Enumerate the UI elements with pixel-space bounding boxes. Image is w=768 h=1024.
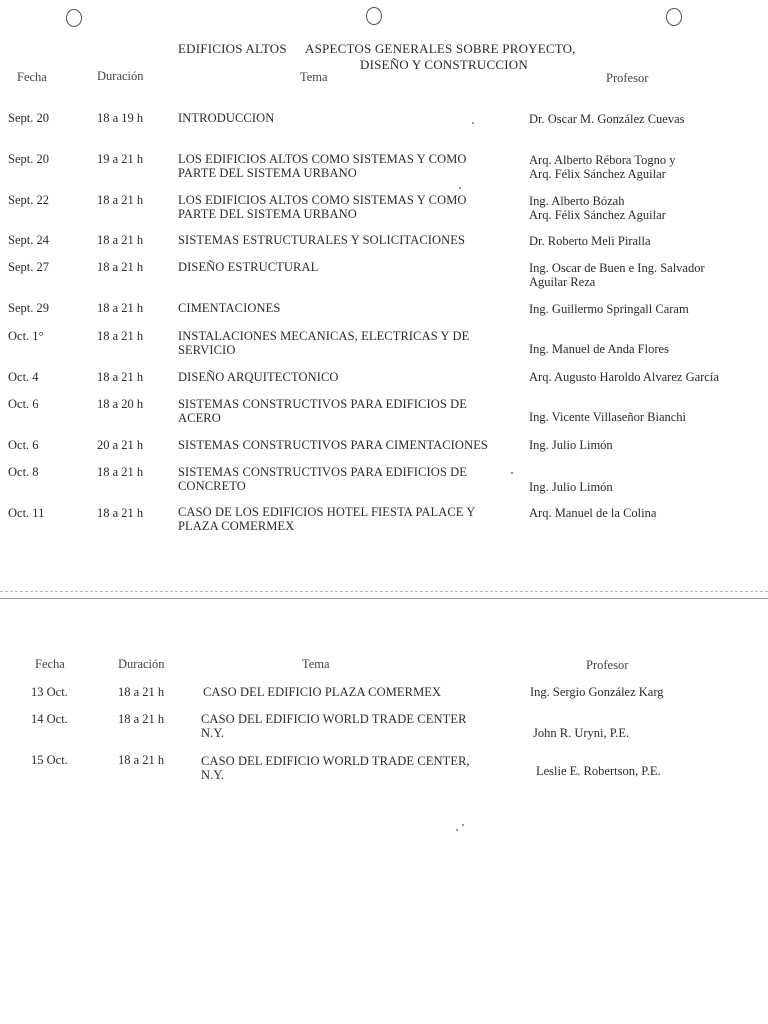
profesor-cell: Ing. Alberto Bózah Arq. Félix Sánchez Aguilar bbox=[529, 194, 666, 222]
tema-cell: SISTEMAS ESTRUCTURALES Y SOLICITACIONES bbox=[178, 233, 466, 247]
profesor-cell: Ing. Julio Limón bbox=[529, 438, 613, 452]
tema-cell: LOS EDIFICIOS ALTOS COMO SISTEMAS Y COMO PARTE DEL SISTEMA URBANO bbox=[178, 152, 467, 180]
tema-cell: CIMENTACIONES bbox=[178, 301, 281, 315]
table1-header-profesor: Profesor bbox=[606, 71, 649, 85]
duracion-cell: 18 a 21 h bbox=[118, 685, 165, 699]
duracion-cell: 18 a 21 h bbox=[97, 506, 144, 520]
title-right: ASPECTOS GENERALES SOBRE PROYECTO, bbox=[305, 41, 576, 56]
duracion-cell: 18 a 21 h bbox=[118, 712, 165, 726]
duracion-cell: 18 a 21 h bbox=[97, 370, 144, 384]
fecha-cell: Oct. 1° bbox=[8, 329, 44, 343]
page-separator bbox=[0, 598, 768, 599]
page-separator-dashed bbox=[0, 591, 768, 592]
tema-cell: CASO DEL EDIFICIO WORLD TRADE CENTER N.Y. bbox=[201, 712, 467, 740]
table2-header-tema: Tema bbox=[302, 657, 330, 671]
scan-speck bbox=[456, 829, 458, 831]
profesor-cell: Ing. Julio Limón bbox=[529, 480, 613, 494]
scan-speck bbox=[459, 187, 461, 189]
scan-speck bbox=[462, 824, 464, 826]
binder-hole-center bbox=[366, 7, 382, 25]
duracion-cell: 18 a 21 h bbox=[97, 233, 144, 247]
tema-cell: INTRODUCCION bbox=[178, 111, 275, 125]
fecha-cell: Oct. 6 bbox=[8, 438, 39, 452]
title-line2: DISEÑO Y CONSTRUCCION bbox=[360, 57, 528, 72]
binder-hole-left bbox=[66, 9, 82, 27]
fecha-cell: Sept. 24 bbox=[8, 233, 49, 247]
duracion-cell: 20 a 21 h bbox=[97, 438, 144, 452]
profesor-cell: Leslie E. Robertson, P.E. bbox=[536, 764, 661, 778]
table1-header-tema: Tema bbox=[300, 70, 328, 84]
duracion-cell: 19 a 21 h bbox=[97, 152, 144, 166]
fecha-cell: Sept. 20 bbox=[8, 111, 49, 125]
tema-cell: SISTEMAS CONSTRUCTIVOS PARA CIMENTACIONES bbox=[178, 438, 488, 452]
table2-header-profesor: Profesor bbox=[586, 658, 629, 672]
tema-cell: DISEÑO ARQUITECTONICO bbox=[178, 370, 339, 384]
table1-header-fecha: Fecha bbox=[17, 70, 47, 84]
fecha-cell: Oct. 6 bbox=[8, 397, 39, 411]
fecha-cell: 15 Oct. bbox=[31, 753, 68, 767]
tema-cell: CASO DE LOS EDIFICIOS HOTEL FIESTA PALACE Y PLAZA COMERMEX bbox=[178, 505, 476, 533]
fecha-cell: Sept. 20 bbox=[8, 152, 49, 166]
profesor-cell: Arq. Manuel de la Colina bbox=[529, 506, 657, 520]
duracion-cell: 18 a 20 h bbox=[97, 397, 144, 411]
duracion-cell: 18 a 21 h bbox=[97, 193, 144, 207]
profesor-cell: Ing. Manuel de Anda Flores bbox=[529, 342, 669, 356]
profesor-cell: Arq. Augusto Haroldo Alvarez García bbox=[529, 370, 719, 384]
scan-speck bbox=[511, 472, 513, 474]
duracion-cell: 18 a 19 h bbox=[97, 111, 144, 125]
fecha-cell: Oct. 11 bbox=[8, 506, 45, 520]
tema-cell: SISTEMAS CONSTRUCTIVOS PARA EDIFICIOS DE ACERO bbox=[178, 397, 468, 425]
tema-cell: SISTEMAS CONSTRUCTIVOS PARA EDIFICIOS DE CONCRETO bbox=[178, 465, 468, 493]
profesor-cell: Ing. Oscar de Buen e Ing. Salvador Aguilar Reza bbox=[529, 261, 705, 289]
tema-cell: CASO DEL EDIFICIO WORLD TRADE CENTER, N.Y. bbox=[201, 754, 470, 782]
profesor-cell: Ing. Vicente Villaseñor Bianchi bbox=[529, 410, 687, 424]
profesor-cell: Arq. Alberto Rébora Togno y Arq. Félix Sánchez Aguilar bbox=[529, 153, 676, 181]
binder-hole-right bbox=[666, 8, 682, 26]
duracion-cell: 18 a 21 h bbox=[97, 301, 144, 315]
fecha-cell: Sept. 22 bbox=[8, 193, 49, 207]
profesor-cell: Ing. Guillermo Springall Caram bbox=[529, 302, 689, 316]
fecha-cell: Sept. 29 bbox=[8, 301, 49, 315]
fecha-cell: Oct. 8 bbox=[8, 465, 39, 479]
fecha-cell: Oct. 4 bbox=[8, 370, 39, 384]
duracion-cell: 18 a 21 h bbox=[97, 329, 144, 343]
duracion-cell: 18 a 21 h bbox=[97, 260, 144, 274]
table1-header-duracion: Duración bbox=[97, 69, 144, 83]
table2-header-duracion: Duración bbox=[118, 657, 165, 671]
profesor-cell: Dr. Oscar M. González Cuevas bbox=[529, 112, 685, 126]
profesor-cell: Dr. Roberto Meli Piralla bbox=[529, 234, 651, 248]
title-left: EDIFICIOS ALTOS bbox=[178, 41, 287, 56]
tema-cell: CASO DEL EDIFICIO PLAZA COMERMEX bbox=[203, 685, 442, 699]
fecha-cell: 13 Oct. bbox=[31, 685, 68, 699]
duracion-cell: 18 a 21 h bbox=[97, 465, 144, 479]
fecha-cell: Sept. 27 bbox=[8, 260, 49, 274]
profesor-cell: Ing. Sergio González Karg bbox=[530, 685, 664, 699]
scan-speck bbox=[472, 122, 474, 124]
tema-cell: LOS EDIFICIOS ALTOS COMO SISTEMAS Y COMO PARTE DEL SISTEMA URBANO bbox=[178, 193, 467, 221]
table2-header-fecha: Fecha bbox=[35, 657, 65, 671]
tema-cell: INSTALACIONES MECANICAS, ELECTRICAS Y DE SERVICIO bbox=[178, 329, 470, 357]
tema-cell: DISEÑO ESTRUCTURAL bbox=[178, 260, 319, 274]
duracion-cell: 18 a 21 h bbox=[118, 753, 165, 767]
profesor-cell: John R. Uryni, P.E. bbox=[533, 726, 630, 740]
fecha-cell: 14 Oct. bbox=[31, 712, 68, 726]
